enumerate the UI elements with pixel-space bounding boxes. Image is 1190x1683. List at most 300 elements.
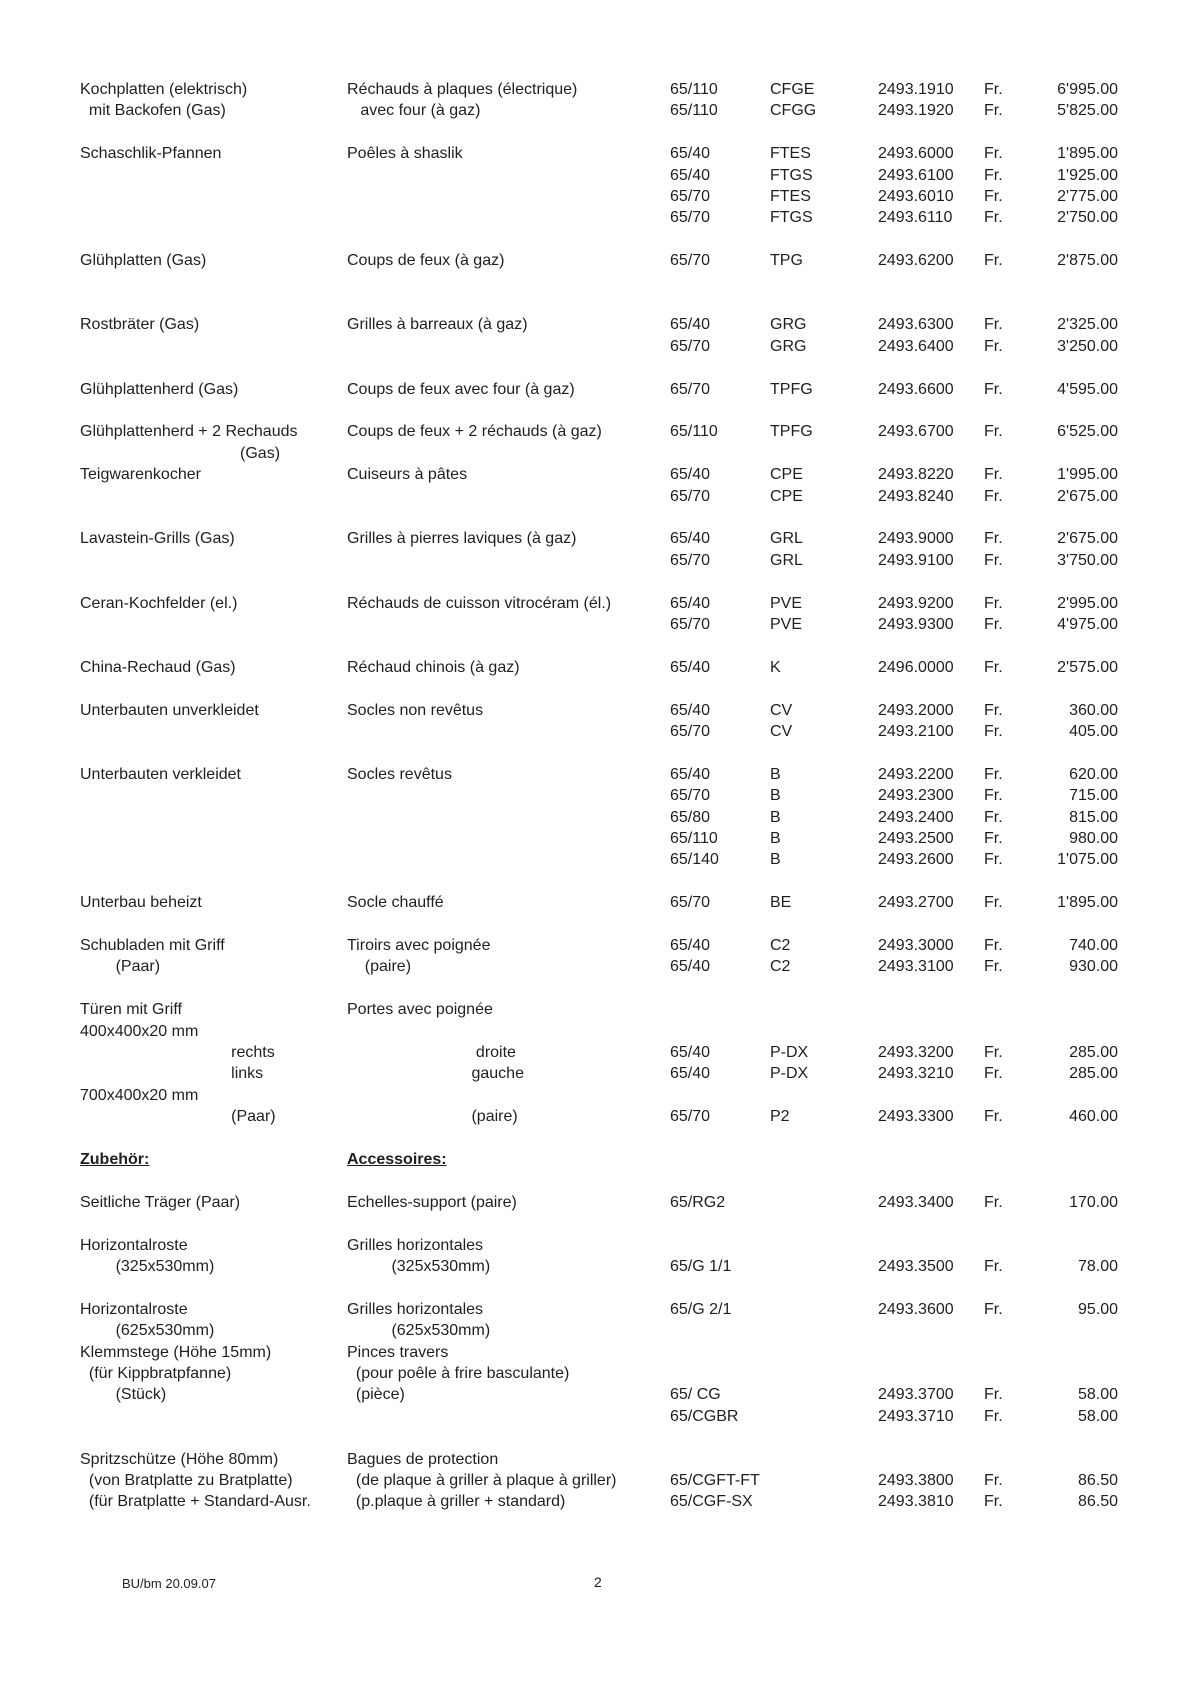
- price: 4'595.00: [1057, 380, 1118, 398]
- article-number: 2493.9000: [878, 530, 954, 548]
- currency: Fr.: [984, 188, 1003, 205]
- label-de: rechts: [80, 1044, 275, 1061]
- article-number: 2493.2100: [878, 723, 954, 740]
- type-code: FTGS: [770, 166, 813, 184]
- label-de: (325x530mm): [80, 1258, 215, 1275]
- label-fr: Pinces travers: [347, 1343, 449, 1361]
- currency: Fr.: [984, 787, 1003, 805]
- model-number: 65/110: [670, 830, 718, 847]
- label-de: (von Bratplatte zu Bratplatte): [80, 1472, 293, 1489]
- currency: Fr.: [984, 209, 1003, 227]
- currency: Fr.: [984, 594, 1003, 612]
- spacer-row: [0, 122, 1190, 143]
- label-fr: (p.plaque à griller + standard): [347, 1493, 566, 1511]
- price: 1'075.00: [1057, 851, 1118, 869]
- price-row: [0, 1106, 1190, 1127]
- price: 95.00: [1077, 1300, 1118, 1318]
- label-de: 400x400x20 mm: [80, 1022, 199, 1040]
- label-de: Teigwarenkocher: [80, 466, 201, 484]
- type-code: GRL: [770, 530, 803, 548]
- label-de: Unterbauten verkleidet: [80, 765, 241, 783]
- price-row: [0, 614, 1190, 635]
- spacer-row: [0, 571, 1190, 592]
- currency: Fr.: [984, 1472, 1003, 1489]
- currency: Fr.: [984, 166, 1003, 184]
- label-fr: gauche: [347, 1065, 524, 1083]
- currency: Fr.: [984, 337, 1003, 355]
- price-row: [0, 186, 1190, 207]
- label-fr: (pièce): [347, 1386, 405, 1404]
- label-de: Unterbauten unverkleidet: [80, 701, 259, 719]
- type-code: PVE: [770, 594, 803, 612]
- price-row: [0, 79, 1190, 100]
- currency: Fr.: [984, 1386, 1003, 1404]
- model-number: 65/70: [670, 487, 711, 505]
- page-number: 2: [594, 1574, 602, 1590]
- label-de: Spritzschütze (Höhe 80mm): [80, 1450, 279, 1468]
- price-row: [0, 999, 1190, 1020]
- model-number: 65/70: [670, 252, 711, 270]
- label-fr: (pour poêle à frire basculante): [347, 1365, 570, 1382]
- price-row: [0, 935, 1190, 956]
- spacer-row: [0, 1128, 1190, 1149]
- currency: Fr.: [984, 894, 1003, 912]
- currency: Fr.: [984, 851, 1003, 869]
- label-de: Lavastein-Grills (Gas): [80, 530, 235, 548]
- price: 5'825.00: [1057, 102, 1118, 120]
- label-de: Zubehör:: [80, 1151, 150, 1168]
- price: 360.00: [1069, 701, 1118, 719]
- label-de: Türen mit Griff: [80, 1001, 182, 1019]
- label-fr: Grilles à barreaux (à gaz): [347, 316, 528, 334]
- type-code: P-DX: [770, 1065, 809, 1083]
- price-row: [0, 528, 1190, 549]
- price: 285.00: [1069, 1065, 1118, 1083]
- price: 2'995.00: [1057, 594, 1118, 612]
- article-number: 2493.3710: [878, 1407, 954, 1425]
- price: 78.00: [1077, 1258, 1118, 1275]
- type-code: GRL: [770, 551, 803, 569]
- article-number: 2496.0000: [878, 658, 954, 676]
- price-row: [0, 764, 1190, 785]
- type-code: B: [770, 830, 781, 847]
- price: 2'675.00: [1057, 530, 1118, 548]
- currency: Fr.: [984, 252, 1003, 270]
- article-number: 2493.8220: [878, 466, 954, 484]
- model-number: 65/40: [670, 530, 711, 548]
- price-row: [0, 828, 1190, 849]
- model-number: 65/70: [670, 616, 711, 633]
- price-row: [0, 892, 1190, 913]
- article-number: 2493.3200: [878, 1044, 954, 1061]
- spacer-row: [0, 400, 1190, 421]
- spacer-row: [0, 635, 1190, 656]
- article-number: 2493.2600: [878, 851, 954, 869]
- article-number: 2493.6700: [878, 423, 954, 441]
- price: 170.00: [1069, 1193, 1118, 1211]
- label-de: Horizontalroste: [80, 1236, 188, 1254]
- article-number: 2493.2200: [878, 765, 954, 783]
- spacer-row: [0, 978, 1190, 999]
- price-row: [0, 421, 1190, 442]
- price-row: [0, 849, 1190, 870]
- type-code: BE: [770, 894, 792, 912]
- type-code: CFGE: [770, 81, 815, 98]
- currency: Fr.: [984, 81, 1003, 98]
- price: 2'875.00: [1057, 252, 1118, 270]
- label-de: (625x530mm): [80, 1322, 215, 1340]
- label-fr: Coups de feux + 2 réchauds (à gaz): [347, 423, 602, 441]
- type-code: CV: [770, 701, 793, 719]
- type-code: CPE: [770, 487, 803, 505]
- model-number: 65/40: [670, 937, 711, 954]
- price-row: [0, 1342, 1190, 1363]
- price: 715.00: [1069, 787, 1118, 805]
- label-de: Klemmstege (Höhe 15mm): [80, 1343, 272, 1361]
- label-fr: (de plaque à griller à plaque à griller): [347, 1472, 617, 1489]
- label-de: Ceran-Kochfelder (el.): [80, 594, 238, 612]
- price-row: [0, 1491, 1190, 1512]
- article-number: 2493.6300: [878, 316, 954, 334]
- model-number: 65/40: [670, 1044, 711, 1061]
- price: 1'925.00: [1057, 166, 1118, 184]
- price: 2'750.00: [1057, 209, 1118, 227]
- label-de: Schaschlik-Pfannen: [80, 145, 222, 163]
- article-number: 2493.3800: [878, 1472, 954, 1489]
- price: 3'750.00: [1057, 551, 1118, 569]
- label-fr: Réchauds de cuisson vitrocéram (él.): [347, 594, 612, 612]
- price: 2'325.00: [1057, 316, 1118, 334]
- price-row: [0, 250, 1190, 271]
- label-fr: Coups de feux avec four (à gaz): [347, 380, 575, 398]
- price-row: [0, 721, 1190, 742]
- price: 3'250.00: [1057, 337, 1118, 355]
- label-de: Schubladen mit Griff: [80, 937, 225, 954]
- spacer-row: [0, 742, 1190, 763]
- currency: Fr.: [984, 937, 1003, 954]
- price-row: [0, 1320, 1190, 1341]
- price-row: [0, 464, 1190, 485]
- currency: Fr.: [984, 723, 1003, 740]
- label-de: (für Bratplatte + Standard-Ausr.: [80, 1493, 311, 1511]
- label-de: (Paar): [80, 958, 161, 976]
- currency: Fr.: [984, 551, 1003, 569]
- article-number: 2493.3810: [878, 1493, 954, 1511]
- model-number: 65/RG2: [670, 1193, 726, 1211]
- spacer-row: [0, 507, 1190, 528]
- label-fr: (625x530mm): [347, 1322, 491, 1340]
- article-number: 2493.8240: [878, 487, 954, 505]
- label-fr: Socles revêtus: [347, 765, 452, 783]
- article-number: 2493.2400: [878, 808, 954, 826]
- label-de: Kochplatten (elektrisch): [80, 81, 248, 98]
- model-number: 65/40: [670, 466, 711, 484]
- type-code: TPG: [770, 252, 803, 270]
- label-de: Glühplattenherd + 2 Rechauds: [80, 423, 298, 441]
- price: 2'775.00: [1057, 188, 1118, 205]
- price-row: [0, 1256, 1190, 1277]
- price-row: [0, 379, 1190, 400]
- type-code: PVE: [770, 616, 803, 633]
- type-code: C2: [770, 937, 791, 954]
- type-code: K: [770, 658, 781, 676]
- price: 58.00: [1077, 1386, 1118, 1404]
- article-number: 2493.1910: [878, 81, 954, 98]
- currency: Fr.: [984, 466, 1003, 484]
- currency: Fr.: [984, 958, 1003, 976]
- price-row: [0, 1363, 1190, 1384]
- model-number: 65/G 2/1: [670, 1300, 732, 1318]
- currency: Fr.: [984, 1193, 1003, 1211]
- model-number: 65/CGF-SX: [670, 1493, 753, 1511]
- article-number: 2493.9200: [878, 594, 954, 612]
- type-code: CV: [770, 723, 793, 740]
- price: 405.00: [1069, 723, 1118, 740]
- label-de: Glühplatten (Gas): [80, 252, 207, 270]
- model-number: 65/70: [670, 380, 711, 398]
- currency: Fr.: [984, 1065, 1003, 1083]
- currency: Fr.: [984, 1108, 1003, 1126]
- model-number: 65/G 1/1: [670, 1258, 732, 1275]
- type-code: TPFG: [770, 380, 813, 398]
- model-number: 65/40: [670, 1065, 711, 1083]
- currency: Fr.: [984, 380, 1003, 398]
- model-number: 65/110: [670, 423, 718, 441]
- currency: Fr.: [984, 423, 1003, 441]
- price-row: [0, 785, 1190, 806]
- price: 285.00: [1069, 1044, 1118, 1061]
- model-number: 65/70: [670, 1108, 711, 1126]
- type-code: GRG: [770, 316, 807, 334]
- price-row: [0, 700, 1190, 721]
- label-de: links: [80, 1065, 264, 1083]
- currency: Fr.: [984, 1044, 1003, 1061]
- currency: Fr.: [984, 1300, 1003, 1318]
- label-fr: Réchaud chinois (à gaz): [347, 658, 520, 676]
- model-number: 65/40: [670, 594, 711, 612]
- price: 620.00: [1069, 765, 1118, 783]
- price: 1'995.00: [1057, 466, 1118, 484]
- model-number: 65/40: [670, 958, 711, 976]
- currency: Fr.: [984, 808, 1003, 826]
- article-number: 2493.2500: [878, 830, 954, 847]
- price: 1'895.00: [1057, 145, 1118, 163]
- model-number: 65/70: [670, 787, 711, 805]
- label-fr: Coups de feux (à gaz): [347, 252, 505, 270]
- currency: Fr.: [984, 616, 1003, 633]
- price-row: [0, 550, 1190, 571]
- model-number: 65/70: [670, 894, 711, 912]
- price: 6'995.00: [1057, 81, 1118, 98]
- spacer-row: [0, 678, 1190, 699]
- label-fr: Grilles à pierres laviques (à gaz): [347, 530, 577, 548]
- label-fr: Poêles à shaslik: [347, 145, 463, 163]
- label-fr: Accessoires:: [347, 1151, 447, 1168]
- label-de: Rostbräter (Gas): [80, 316, 200, 334]
- price: 740.00: [1069, 937, 1118, 954]
- type-code: B: [770, 851, 781, 869]
- currency: Fr.: [984, 658, 1003, 676]
- currency: Fr.: [984, 1493, 1003, 1511]
- spacer-row: [0, 229, 1190, 250]
- label-fr: droite: [347, 1044, 516, 1061]
- article-number: 2493.1920: [878, 102, 954, 120]
- label-de: (Gas): [80, 444, 281, 462]
- price: 930.00: [1069, 958, 1118, 976]
- currency: Fr.: [984, 830, 1003, 847]
- spacer-row: [0, 272, 1190, 293]
- model-number: 65/70: [670, 337, 711, 355]
- type-code: CFGG: [770, 102, 817, 120]
- label-de: (für Kippbratpfanne): [80, 1365, 232, 1382]
- price: 1'895.00: [1057, 894, 1118, 912]
- section-heading-row: [0, 1149, 1190, 1170]
- label-de: (Stück): [80, 1386, 167, 1404]
- spacer-row: [0, 1427, 1190, 1448]
- label-fr: Bagues de protection: [347, 1450, 499, 1468]
- price-row: [0, 1063, 1190, 1084]
- article-number: 2493.6100: [878, 166, 954, 184]
- model-number: 65/CGBR: [670, 1407, 739, 1425]
- price-row: [0, 443, 1190, 464]
- model-number: 65/110: [670, 102, 718, 120]
- currency: Fr.: [984, 1407, 1003, 1425]
- article-number: 2493.2000: [878, 701, 954, 719]
- currency: Fr.: [984, 145, 1003, 163]
- spacer-row: [0, 1277, 1190, 1298]
- label-fr: Cuiseurs à pâtes: [347, 466, 468, 484]
- model-number: 65/CGFT-FT: [670, 1472, 760, 1489]
- model-number: 65/40: [670, 145, 711, 163]
- model-number: 65/140: [670, 851, 719, 869]
- label-fr: Socles non revêtus: [347, 701, 484, 719]
- spacer-row: [0, 293, 1190, 314]
- price-row: [0, 1299, 1190, 1320]
- label-fr: Grilles horizontales: [347, 1300, 484, 1318]
- article-number: 2493.6000: [878, 145, 954, 163]
- currency: Fr.: [984, 530, 1003, 548]
- article-number: 2493.3600: [878, 1300, 954, 1318]
- price: 2'575.00: [1057, 658, 1118, 676]
- price-row: [0, 1384, 1190, 1405]
- article-number: 2493.6600: [878, 380, 954, 398]
- article-number: 2493.6010: [878, 188, 954, 205]
- article-number: 2493.2300: [878, 787, 954, 805]
- type-code: B: [770, 765, 781, 783]
- article-number: 2493.6400: [878, 337, 954, 355]
- article-number: 2493.3100: [878, 958, 954, 976]
- price-row: [0, 336, 1190, 357]
- currency: Fr.: [984, 1258, 1003, 1275]
- spacer-row: [0, 1213, 1190, 1234]
- label-de: (Paar): [80, 1108, 276, 1126]
- label-fr: Portes avec poignée: [347, 1001, 493, 1019]
- label-de: Unterbau beheizt: [80, 894, 202, 912]
- type-code: GRG: [770, 337, 807, 355]
- label-de: 700x400x20 mm: [80, 1086, 199, 1104]
- type-code: C2: [770, 958, 791, 976]
- model-number: 65/70: [670, 723, 711, 740]
- article-number: 2493.3300: [878, 1108, 954, 1126]
- type-code: TPFG: [770, 423, 813, 441]
- type-code: P-DX: [770, 1044, 809, 1061]
- label-fr: avec four (à gaz): [347, 102, 481, 120]
- spacer-row: [0, 871, 1190, 892]
- price: 86.50: [1077, 1493, 1118, 1511]
- price-row: [0, 486, 1190, 507]
- price-row: [0, 807, 1190, 828]
- price: 86.50: [1077, 1472, 1118, 1489]
- type-code: B: [770, 787, 781, 805]
- price-row: [0, 1470, 1190, 1491]
- type-code: B: [770, 808, 781, 826]
- price: 980.00: [1069, 830, 1118, 847]
- model-number: 65/40: [670, 658, 711, 676]
- model-number: 65/40: [670, 316, 711, 334]
- label-fr: Réchauds à plaques (électrique): [347, 81, 578, 98]
- price-row: [0, 1085, 1190, 1106]
- price-row: [0, 100, 1190, 121]
- type-code: CPE: [770, 466, 803, 484]
- label-fr: Grilles horizontales: [347, 1236, 484, 1254]
- label-fr: (paire): [347, 1108, 518, 1126]
- price: 460.00: [1069, 1108, 1118, 1126]
- label-de: Glühplattenherd (Gas): [80, 380, 239, 398]
- spacer-row: [0, 357, 1190, 378]
- article-number: 2493.3210: [878, 1065, 954, 1083]
- price-row: [0, 207, 1190, 228]
- price-row: [0, 593, 1190, 614]
- model-number: 65/70: [670, 209, 711, 227]
- model-number: 65/70: [670, 188, 711, 205]
- price-row: [0, 956, 1190, 977]
- price: 815.00: [1069, 808, 1118, 826]
- label-fr: (325x530mm): [347, 1258, 491, 1275]
- article-number: 2493.9100: [878, 551, 954, 569]
- price: 58.00: [1077, 1407, 1118, 1425]
- model-number: 65/40: [670, 166, 711, 184]
- label-fr: Tiroirs avec poignée: [347, 937, 491, 954]
- label-fr: (paire): [347, 958, 412, 976]
- price: 2'675.00: [1057, 487, 1118, 505]
- price-row: [0, 657, 1190, 678]
- price: 4'975.00: [1057, 616, 1118, 633]
- label-de: Seitliche Träger (Paar): [80, 1193, 241, 1211]
- price: 6'525.00: [1057, 423, 1118, 441]
- price-row: [0, 1235, 1190, 1256]
- type-code: FTES: [770, 188, 811, 205]
- currency: Fr.: [984, 701, 1003, 719]
- article-number: 2493.6200: [878, 252, 954, 270]
- currency: Fr.: [984, 487, 1003, 505]
- article-number: 2493.2700: [878, 894, 954, 912]
- currency: Fr.: [984, 316, 1003, 334]
- label-de: Horizontalroste: [80, 1300, 188, 1318]
- footer-reference: BU/bm 20.09.07: [122, 1576, 216, 1591]
- type-code: FTGS: [770, 209, 813, 227]
- article-number: 2493.3000: [878, 937, 954, 954]
- article-number: 2493.6110: [878, 209, 953, 227]
- price-row: [0, 1192, 1190, 1213]
- model-number: 65/110: [670, 81, 718, 98]
- model-number: 65/40: [670, 765, 711, 783]
- label-de: mit Backofen (Gas): [80, 102, 226, 120]
- article-number: 2493.3700: [878, 1386, 954, 1404]
- spacer-row: [0, 914, 1190, 935]
- spacer-row: [0, 1170, 1190, 1191]
- model-number: 65/ CG: [670, 1386, 721, 1404]
- currency: Fr.: [984, 102, 1003, 120]
